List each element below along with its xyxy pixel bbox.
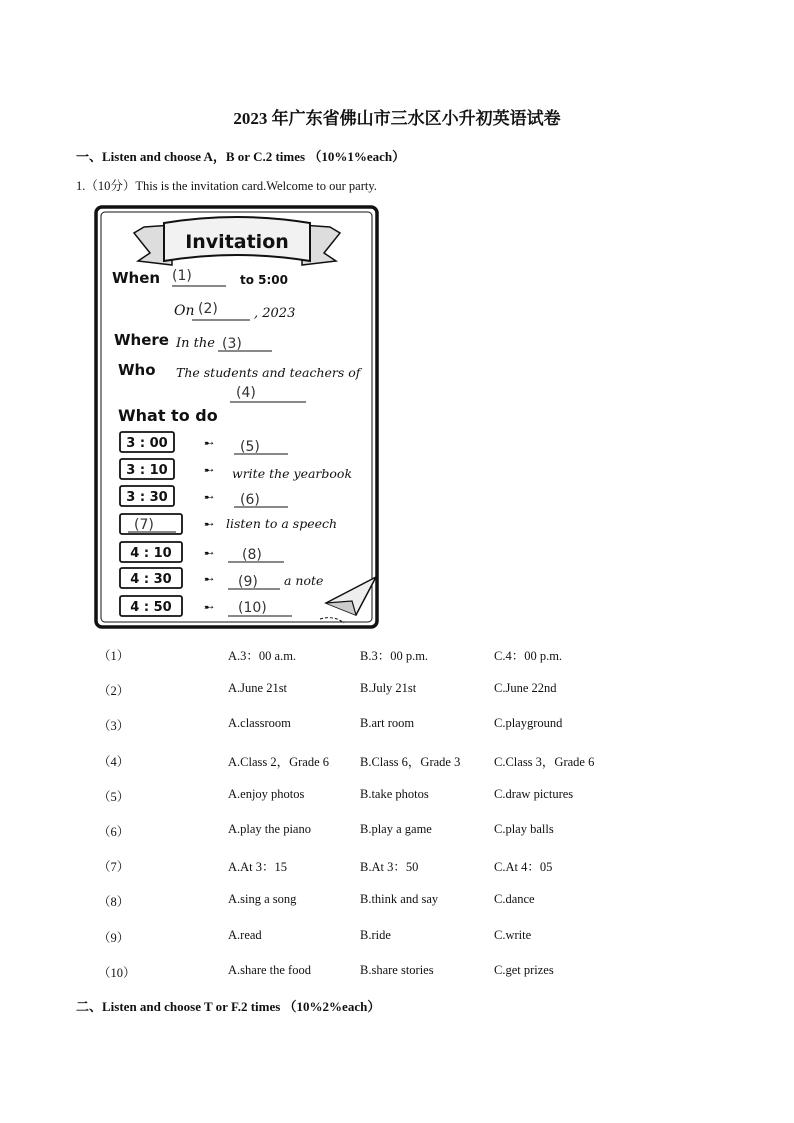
arrow-icon: ➸	[204, 546, 215, 560]
option-number: （9）	[98, 931, 130, 945]
option-row	[98, 752, 738, 772]
arrow-icon: ➸	[204, 572, 215, 586]
option-number: （5）	[98, 790, 130, 804]
option-row	[98, 681, 738, 701]
option-a: A.read	[228, 928, 262, 942]
where-text: In the	[176, 336, 215, 351]
option-a: A.Class 2，Grade 6	[228, 755, 330, 769]
option-c: C.At 4：05	[494, 860, 553, 874]
option-row	[98, 857, 738, 877]
arrow-icon: ➸	[204, 490, 215, 504]
option-a: A.share the food	[228, 963, 311, 977]
schedule-activity-suffix: a note	[284, 573, 324, 588]
what-to-do-label: What to do	[118, 406, 218, 425]
option-row	[98, 787, 738, 807]
banner-title: Invitation	[185, 231, 289, 253]
arrow-icon: ➸	[204, 600, 215, 614]
option-row	[98, 646, 738, 666]
arrow-icon: ➸	[204, 517, 215, 531]
schedule-activity: listen to a speech	[226, 516, 338, 531]
schedule-time: 4 : 10	[130, 546, 172, 561]
option-a: A.At 3：15	[228, 860, 288, 874]
section-1-heading: 一、Listen and choose A，B or C.2 times （10%1%each）	[76, 149, 406, 164]
page-title: 2023 年广东省佛山市三水区小升初英语试卷	[233, 109, 561, 128]
option-row	[98, 963, 738, 983]
option-a: A.play the piano	[228, 822, 311, 836]
schedule-time: 3 : 30	[126, 490, 168, 505]
option-a: A.3：00 a.m.	[228, 649, 297, 663]
when-end-time: to 5:00	[240, 273, 289, 287]
schedule-activity: write the yearbook	[232, 466, 353, 481]
option-row	[98, 822, 738, 842]
option-c: C.Class 3，Grade 6	[494, 755, 595, 769]
schedule-time: 4 : 30	[130, 572, 172, 587]
option-row	[98, 928, 738, 948]
blank-4: (4)	[236, 385, 256, 401]
option-number: （2）	[98, 684, 130, 698]
option-c: C.draw pictures	[494, 787, 574, 801]
arrow-icon: ➸	[204, 463, 215, 477]
option-number: （7）	[98, 860, 130, 874]
option-c: C.dance	[494, 892, 535, 906]
option-number: （8）	[98, 895, 130, 909]
schedule-time: (7)	[134, 517, 154, 533]
schedule-activity: (8)	[242, 547, 262, 563]
schedule-activity: (10)	[238, 600, 267, 616]
who-text: The students and teachers of	[176, 365, 361, 380]
blank-2: (2)	[198, 301, 218, 317]
option-c: C.play balls	[494, 822, 554, 836]
option-b: B.Class 6，Grade 3	[360, 755, 461, 769]
blank-3: (3)	[222, 336, 242, 352]
section-2-heading: 二、Listen and choose T or F.2 times （10%2%each）	[76, 999, 381, 1014]
option-b: B.take photos	[360, 787, 429, 801]
option-a: A.June 21st	[228, 681, 288, 695]
option-number: （1）	[98, 649, 130, 663]
option-c: C.4：00 p.m.	[494, 649, 563, 663]
invitation-card	[94, 203, 380, 631]
on-label: On	[174, 303, 195, 319]
option-c: C.write	[494, 928, 532, 942]
option-b: B.share stories	[360, 963, 434, 977]
option-number: （3）	[98, 719, 130, 733]
year: , 2023	[254, 306, 296, 321]
option-row	[98, 716, 738, 736]
option-b: B.art room	[360, 716, 415, 730]
where-label: Where	[114, 331, 169, 349]
schedule-activity: (5)	[240, 439, 260, 455]
question-1-prompt: 1.（10分）This is the invitation card.Welcome to our party.	[76, 179, 377, 193]
schedule-time: 4 : 50	[130, 600, 172, 615]
who-label: Who	[118, 361, 156, 379]
arrow-icon: ➸	[204, 436, 215, 450]
option-b: B.July 21st	[360, 681, 417, 695]
option-b: B.play a game	[360, 822, 432, 836]
option-number: （10）	[98, 966, 136, 980]
option-a: A.sing a song	[228, 892, 297, 906]
schedule-time: 3 : 10	[126, 463, 168, 478]
option-row	[98, 892, 738, 912]
option-number: （4）	[98, 755, 130, 769]
option-c: C.get prizes	[494, 963, 554, 977]
when-label: When	[112, 269, 161, 287]
schedule-time: 3 : 00	[126, 436, 168, 451]
option-a: A.enjoy photos	[228, 787, 305, 801]
schedule-activity: (9)	[238, 574, 258, 590]
option-b: B.At 3：50	[360, 860, 419, 874]
option-b: B.ride	[360, 928, 391, 942]
schedule-activity: (6)	[240, 492, 260, 508]
option-c: C.June 22nd	[494, 681, 557, 695]
option-b: B.3：00 p.m.	[360, 649, 429, 663]
option-number: （6）	[98, 825, 130, 839]
option-c: C.playground	[494, 716, 563, 730]
option-b: B.think and say	[360, 892, 439, 906]
option-a: A.classroom	[228, 716, 291, 730]
blank-1: (1)	[172, 268, 192, 284]
